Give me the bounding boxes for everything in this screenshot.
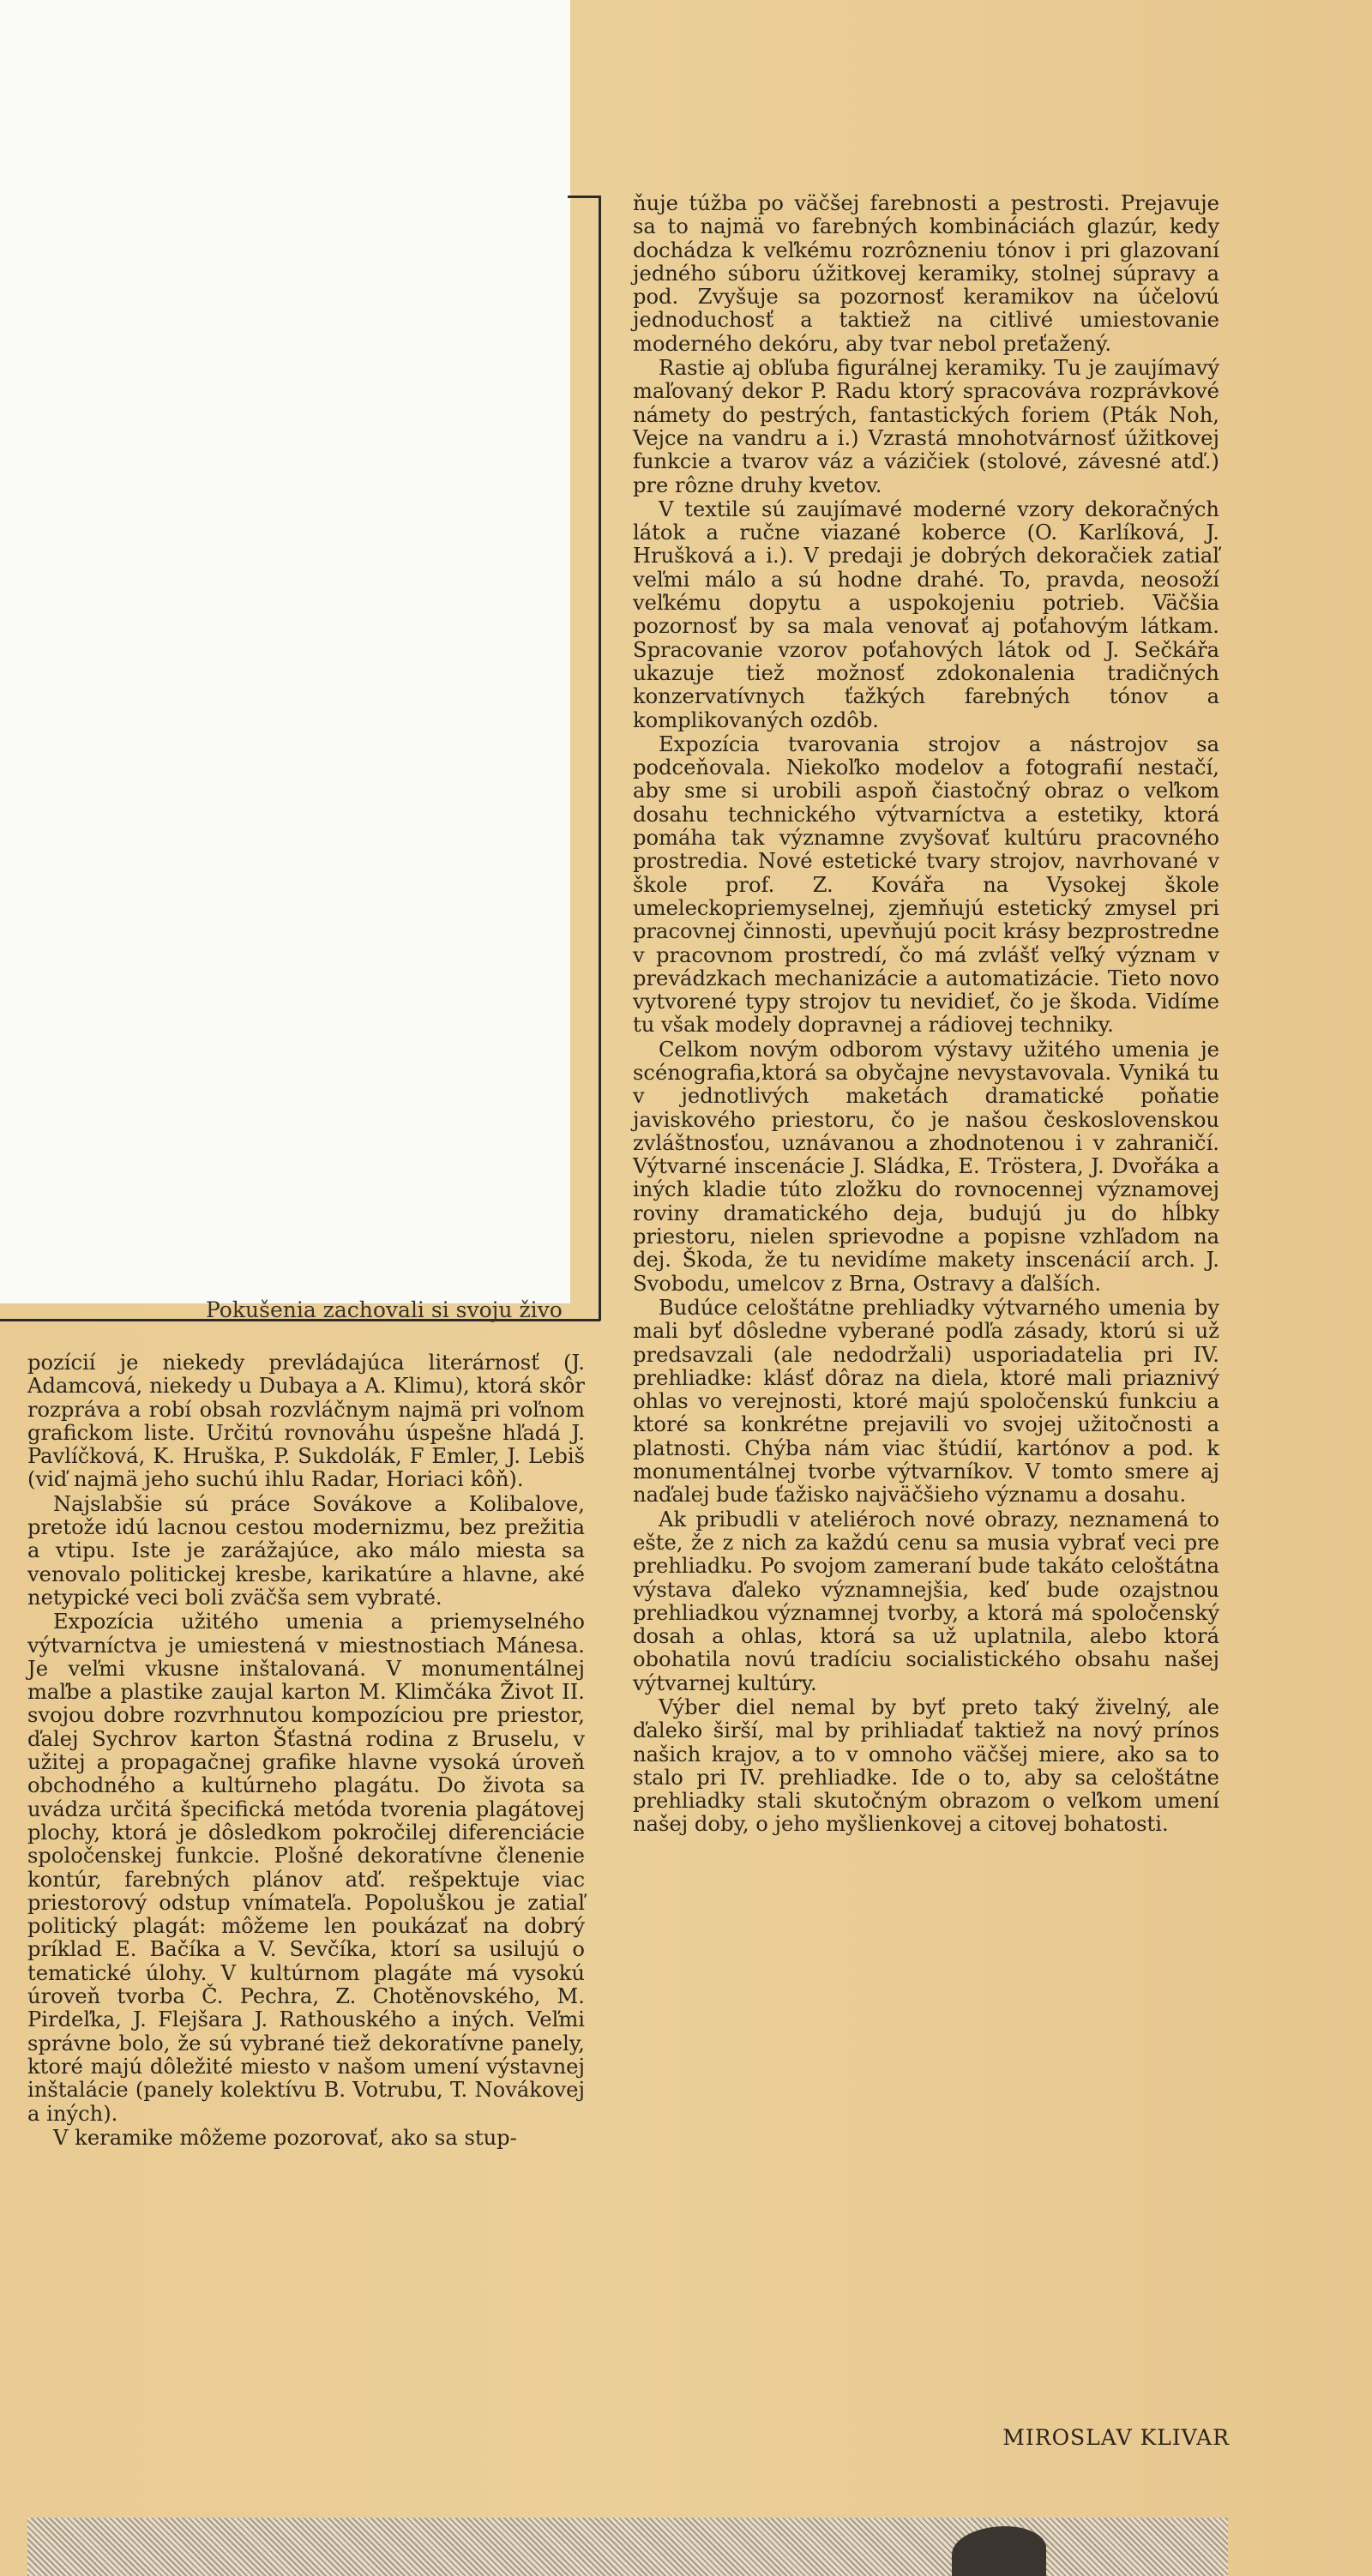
article-right-column [633,192,1219,1838]
right-paragraph-6: Budúce celoštátne prehliadky výtvarného umenia by mali byť dôsledne vyberané podľa zásady, ktorú si už predsavzali (ale nedodržali) usporiadatelia pri IV. prehliadke: klásť dôraz na diela, ktoré mali priaznivý ohlas vo verejnosti, ktoré majú spoločenskú funkciu a ktoré sa konkrétne prejavili vo svojej užitočnosti a platnosti. Chýba nám viac štúdií, kartónov a pod. k monumentálnej tvorbe výtvarníkov. V tomto smere aj naďalej bude ťažisko najväčšieho významu a dosahu. [633,1295,1219,1508]
author-signature: MIROSLAV KLIVAR [1002,2425,1230,2450]
frame-right-rule [599,196,601,1321]
right-paragraph-1: ňuje túžba po väčšej farebnosti a pestrosti. Prejavuje sa to najmä vo farebných kombináciách glazúr, kedy dochádza k veľkému rozrôzneniu tónov i pri glazovaní jedného súboru úžitkovej keramiky, stolnej súpravy a pod. Zvyšuje sa pozornosť keramikov na účelovú jednoduchosť a taktiež na citlivé umiestovanie moderného dekóru, aby tvar nebol preťažený. [633,191,1219,356]
right-paragraph-4: Expozícia tvarovania strojov a nástrojov sa podceňovala. Niekoľko modelov a fotografií nestačí, aby sme si urobili aspoň čiastočný obraz o veľkom dosahu technického výtvarníctva a estetiky, ktorá pomáha tak významne zvyšovať kultúru pracovného prostredia. Nové estetické tvary strojov, navrhované v škole prof. Z. Kovářa na Vysokej škole umeleckopriemyselnej, zjemňujú estetický zmysel pri pracovnej činnosti, upevňujú pocit krásy bezprostredne v pracovnom prostredí, čo má zvlášť veľký význam v prevádzkach mechanizácie a automatizácie. Tieto novo vytvorené typy strojov tu nevidieť, čo je škoda. Vidíme tu však modely dopravnej a rádiovej techniky. [633,731,1219,1038]
right-paragraph-5: Celkom novým odborom výstavy užitého umenia je scénografia,ktorá sa obyčajne nevystavovala. Vyniká tu v jednotlivých maketách dramatické poňatie javiskového priestoru, čo je našou československou zvláštnosťou, uznávanou a zhodnotenou i v zahraničí. Výtvarné inscenácie J. Sládka, E. Tröstera, J. Dvořáka a iných kladie túto zložku do rovnocennej významovej roviny dramatického deja, budujú ju do hĺbky priestoru, nielen sprievodne a popisne vzhľadom na dej. Škoda, že tu nevidíme makety inscenácií arch. J. Svobodu, umelcov z Brna, Ostravy a ďalších. [633,1037,1219,1296]
left-paragraph-2: Najslabšie sú práce Sovákove a Kolibalove, pretože idú lacnou cestou modernizmu, bez prežitia a vtipu. Iste je zarážajúce, ako málo miesta sa venovalo politickej kresbe, karikatúre a hlavne, aké netypické veci boli zväčša sem vybraté. [27,1491,585,1610]
right-paragraph-2: Rastie aj obľuba figurálnej keramiky. Tu je zaujímavý maľovaný dekor P. Radu ktorý spracováva rozprávkové námety do pestrých, fantastických foriem (Pták Noh, Vejce na vandru a i.) Vzrastá mnohotvárnosť úžitkovej funkcie a tvarov váz a vázičiek (stolové, závesné atď.) pre rôzne druhy kvetov. [633,356,1219,497]
cut-off-text-line: Pokušenia zachovali si svoju živo [206,1297,563,1322]
halftone-image-strip [27,2518,1228,2576]
left-paragraph-4: V keramike môžeme pozorovať, ako sa stup- [53,2125,517,2150]
right-paragraph-3: V textile sú zaujímavé moderné vzory dekoračných látok a ručne viazané koberce (O. Karlíková, J. Hrušková a i.). V predaji je dobrých dekoračiek zatiaľ veľmi málo a sú hodne drahé. To, pravda, neosoží veľkému dopytu a uspokojeniu potrieb. Väčšia pozornosť by sa mala venovať aj poťahovým látkam. Spracovanie vzorov poťahových látok od J. Sečkářa ukazuje tiež možnosť zdokonalenia tradičných konzervatívnych ťažkých farebných tónov a komplikovaných ozdôb. [633,497,1219,732]
right-paragraph-7: Ak pribudli v ateliéroch nové obrazy, neznamená to ešte, že z nich za každú cenu sa musia vybrať veci pre prehliadku. Po svojom zameraní bude takáto celoštátna výstava ďaleko významnejšia, keď bude ozajstnou prehliadkou významnej tvorby, a ktorá má spoločenský dosah a ohlas, ktorá sa už uplatnila, alebo ktorá obohatila novú tradíciu socialistického obsahu našej výtvarnej kultúry. [633,1507,1219,1695]
frame-top-tick [568,196,600,198]
blank-pasted-area [0,0,570,1303]
left-paragraph-3: Expozícia užitého umenia a priemyselného výtvarníctva je umiestená v miestnostiach Mánesa. Je veľmi vkusne inštalovaná. V monumentálnej maľbe a plastike zaujal karton M. Klimčáka Život II. svojou dobre rozvrhnutou kompozíciou pre priestor, ďalej Sychrov karton Šťastná rodina z Bruselu, v užitej a propagačnej grafike hlavne vysoká úroveň obchodného a kultúrneho plagátu. Do života sa uvádza určitá špecifická metóda tvorenia plagátovej plochy, ktorá je dôsledkom pokročilej diferenciácie spoločenskej funkcie. Plošné dekoratívne členenie kontúr, farebných plánov atď. rešpektuje viac priestorový odstup vnímateľa. Popoluškou je zatiaľ politický plagát: môžeme len poukázať na dobrý príklad E. Bačíka a V. Sevčíka, ktorí sa usilujú o tematické úlohy. V kultúrnom plagáte má vysokú úroveň tvorba Č. Pechra, Z. Chotěnovského, M. Pirdeľka, J. Flejšara J. Rathouského a iných. Veľmi správne bolo, že sú vybrané tiež dekoratívne panely, ktoré majú dôležité miesto v našom umení výstavnej inštalácie (panely kolektívu B. Votrubu, T. Novákovej a iných). [27,1610,585,2126]
right-paragraph-8: Výber diel nemal by byť preto taký živelný, ale ďaleko širší, mal by prihliadať taktiež na nový prínos našich krajov, a to v omnoho väčšej miere, ako sa to stalo pri IV. prehliadke. Ide o to, aby sa celoštátne prehliadky stali skutočným obrazom o veľkom umení našej doby, o jeho myšlienkovej a citovej bohatosti. [633,1695,1219,1837]
article-left-column [27,1351,585,2151]
left-paragraph-1: pozícií je niekedy prevládajúca literárnosť (J. Adamcová, niekedy u Dubaya a A. Klimu), ktorá skôr rozpráva a robí obsah rozvláčnym najmä pri voľnom grafickom liste. Určitú rovnováhu úspešne hľadá J. Pavlíčková, K. Hruška, P. Sukdolák, F Emler, J. Lebiš (viď najmä jeho suchú ihlu Radar, Horiaci kôň). [27,1351,585,1492]
